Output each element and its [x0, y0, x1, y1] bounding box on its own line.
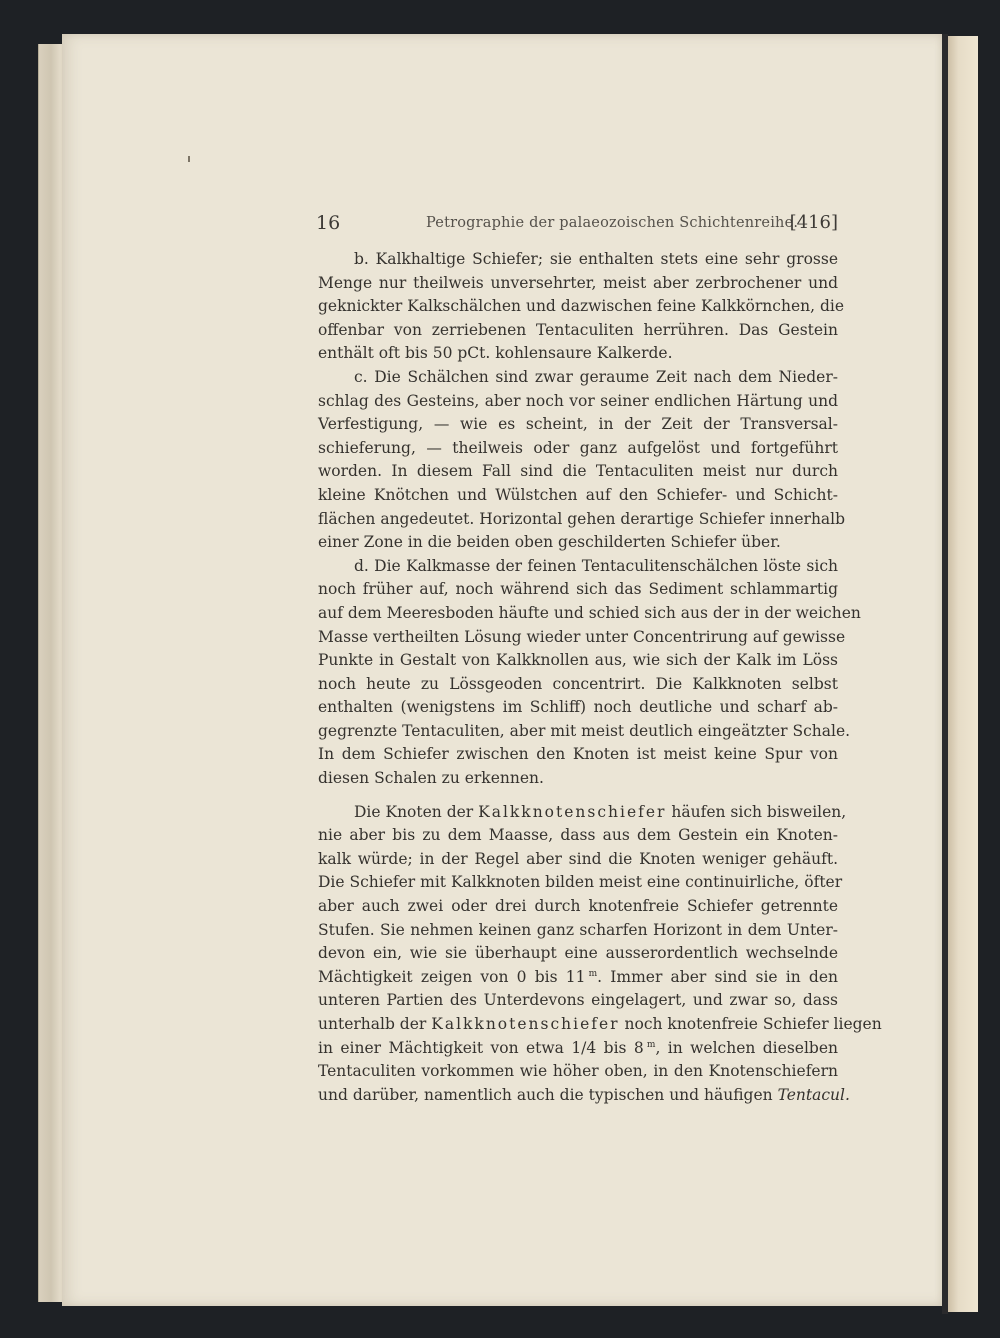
- text-line: schlag des Gesteins, aber noch vor seiner endlichen Härtung und: [318, 391, 838, 410]
- text-line: Mächtigkeit zeigen von 0 bis 11 $^m$. Immer aber sind sie in den: [318, 967, 838, 986]
- text-line: flächen angedeutet. Horizontal gehen derartige Schiefer innerhalb: [318, 509, 846, 528]
- text-line: kleine Knötchen und Wülstchen auf den Schiefer- und Schicht-: [318, 485, 838, 504]
- body-text: [318, 248, 882, 1107]
- facing-page-edge: [948, 36, 978, 1312]
- page-number: 16: [316, 212, 341, 234]
- text-line: Die Schiefer mit Kalkknoten bilden meist eine continuirliche, öfter: [318, 873, 843, 892]
- text-line: noch heute zu Lössgeoden concentrirt. Die Kalkknoten selbst: [318, 674, 838, 693]
- text-line: einer Zone in die beiden oben geschilderten Schiefer über.: [318, 533, 781, 552]
- text-line: devon ein, wie sie überhaupt eine ausserordentlich wechselnde: [318, 944, 838, 963]
- text-line: unterhalb der Kalkknotenschiefer noch knotenfreie Schiefer liegen: [318, 1015, 882, 1033]
- text-line: Tentaculiten vorkommen wie höher oben, in den Knotenschiefern: [318, 1062, 838, 1081]
- emphasized-term: Kalkknotenschiefer: [478, 802, 667, 821]
- original-page-number: [416]: [789, 212, 838, 233]
- running-title: Petrographie der palaeozoischen Schichtenreihe.: [426, 215, 799, 231]
- text-line: offenbar von zerriebenen Tentaculiten herrühren. Das Gestein: [318, 320, 838, 339]
- running-head: [316, 212, 838, 238]
- text-line: In dem Schiefer zwischen den Knoten ist meist keine Spur von: [318, 745, 838, 764]
- text-line: schieferung, — theilweis oder ganz aufgelöst und fortgeführt: [318, 438, 838, 457]
- text-line: Verfestigung, — wie es scheint, in der Zeit der Transversal-: [318, 415, 838, 434]
- text-line: Menge nur theilweis unversehrter, meist aber zerbrochener und: [318, 273, 838, 292]
- text-line: in einer Mächtigkeit von etwa 1/4 bis 8 $^m$, in welchen dieselben: [318, 1038, 838, 1057]
- text-line: Punkte in Gestalt von Kalkknollen aus, wie sich der Kalk im Löss: [318, 651, 838, 670]
- text-line: Masse vertheilten Lösung wieder unter Concentrirung auf gewisse: [318, 627, 846, 646]
- text-line: geknickter Kalkschälchen und dazwischen feine Kalkkörnchen, die: [318, 297, 845, 316]
- paper-mark: [188, 156, 190, 162]
- text-line: d. Die Kalkmasse der feinen Tentaculitenschälchen löste sich: [354, 556, 838, 575]
- text-line: noch früher auf, noch während sich das Sediment schlammartig: [318, 580, 838, 599]
- text-line: Die Knoten der Kalkknotenschiefer häufen sich bisweilen,: [354, 802, 847, 821]
- text-line: kalk würde; in der Regel aber sind die Knoten weniger gehäuft.: [318, 849, 838, 868]
- text-line: worden. In diesem Fall sind die Tentaculiten meist nur durch: [318, 462, 838, 481]
- text-line: und darüber, namentlich auch die typischen und häufigen Tentacul.: [318, 1085, 850, 1104]
- text-line: c. Die Schälchen sind zwar geraume Zeit nach dem Nieder-: [354, 367, 838, 386]
- text-line: enthalten (wenigstens im Schliff) noch deutliche und scharf ab-: [318, 698, 838, 717]
- text-line: unteren Partien des Unterdevons eingelagert, und zwar so, dass: [318, 991, 838, 1010]
- text-line: diesen Schalen zu erkennen.: [318, 769, 544, 788]
- emphasized-term: Kalkknotenschiefer: [431, 1015, 620, 1033]
- text-line: gegrenzte Tentaculiten, aber mit meist deutlich eingeätzter Schale.: [318, 721, 851, 740]
- text-line: nie aber bis zu dem Maasse, dass aus dem Gestein ein Knoten-: [318, 826, 838, 845]
- text-line: auf dem Meeresboden häufte und schied sich aus der in der weichen: [318, 603, 861, 622]
- text-line: Stufen. Sie nehmen keinen ganz scharfen Horizont in dem Unter-: [318, 920, 838, 939]
- italic-term: Tentacul.: [777, 1085, 850, 1104]
- text-line: b. Kalkhaltige Schiefer; sie enthalten stets eine sehr grosse: [354, 250, 838, 268]
- text-line: enthält oft bis 50 pCt. kohlensaure Kalkerde.: [318, 344, 673, 363]
- text-line: aber auch zwei oder drei durch knotenfreie Schiefer getrennte: [318, 897, 838, 916]
